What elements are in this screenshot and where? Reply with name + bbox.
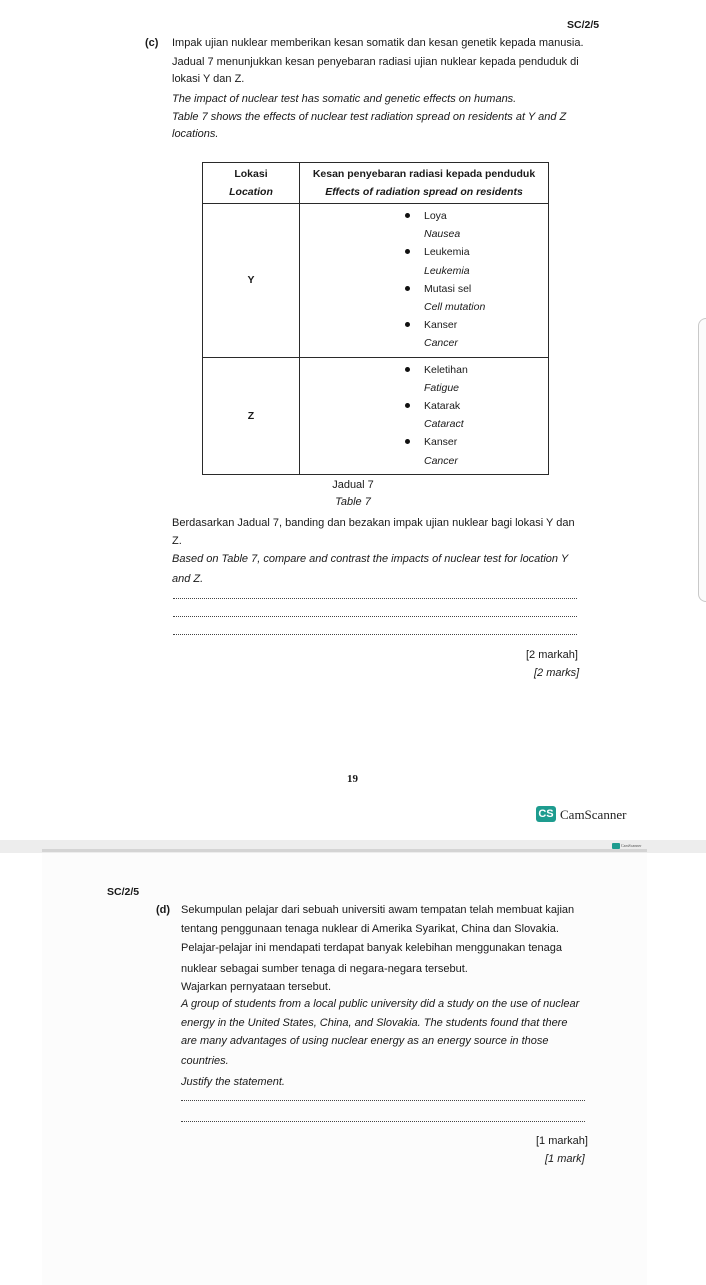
table-caption-ms: Jadual 7 — [332, 479, 374, 491]
answer-line[interactable] — [173, 598, 577, 599]
answer-line[interactable] — [173, 634, 577, 635]
effect-item: Katarak Cataract — [300, 397, 548, 433]
effect-item: Leukemia Leukemia — [300, 243, 548, 279]
bullet-icon — [405, 286, 410, 291]
intro-ms-line-3: lokasi Y dan Z. — [172, 73, 245, 85]
intro-en-line-2: Table 7 shows the effects of nuclear test radiation spread on residents at Y and Z — [172, 111, 567, 123]
bullet-icon — [405, 403, 410, 408]
intro-ms-line-1: Impak ujian nuklear memberikan kesan somatik dan kesan genetik kepada manusia. — [172, 37, 584, 49]
location-cell: Y — [203, 204, 300, 358]
paper-code: SC/2/5 — [567, 19, 600, 31]
d-en-line-4: countries. — [181, 1055, 229, 1067]
effects-cell — [300, 357, 549, 474]
question-en-line-2: and Z. — [172, 573, 204, 585]
bullet-icon — [405, 439, 410, 444]
table-header-row — [203, 163, 549, 204]
camscanner-watermark: CamScanner — [560, 807, 627, 822]
marks-ms-2: [1 markah] — [536, 1135, 588, 1147]
camscanner-small-logo-icon — [612, 843, 620, 849]
table-row — [203, 357, 549, 474]
d-en-line-5: Justify the statement. — [181, 1076, 285, 1088]
d-ms-line-2: tentang penggunaan tenaga nuklear di Amerika Syarikat, China dan Slovakia. — [181, 923, 559, 935]
question-ms-line-2: Z. — [172, 535, 182, 547]
scrollbar-handle[interactable] — [698, 318, 706, 602]
location-header-en: Location — [229, 186, 273, 198]
question-ms-line-1: Berdasarkan Jadual 7, banding dan bezakan impak ujian nuklear bagi lokasi Y dan — [172, 517, 575, 529]
camscanner-small-watermark: CamScanner — [621, 843, 642, 848]
answer-line[interactable] — [181, 1100, 585, 1101]
bullet-icon — [405, 367, 410, 372]
location-header — [203, 163, 300, 204]
marks-en: [2 marks] — [534, 667, 580, 679]
effects-header-ms: Kesan penyebaran radiasi kepada penduduk — [312, 168, 536, 180]
question-en-line-1: Based on Table 7, compare and contrast the impacts of nuclear test for location Y — [172, 553, 569, 565]
effects-cell — [300, 204, 549, 358]
effect-item: Kanser Cancer — [300, 316, 548, 352]
camscanner-logo-icon: CS — [536, 806, 556, 822]
marks-ms: [2 markah] — [526, 649, 578, 661]
exam-page-20 — [42, 853, 647, 1285]
page-separator — [42, 849, 647, 852]
d-en-line-2: energy in the United States, China, and Slovakia. The students found that there — [181, 1017, 568, 1029]
question-part-d: (d) — [156, 904, 171, 916]
intro-ms-line-2: Jadual 7 menunjukkan kesan penyebaran radiasi ujian nuklear kepada penduduk di — [172, 56, 579, 68]
answer-line[interactable] — [173, 616, 577, 617]
bullet-icon — [405, 213, 410, 218]
effects-header-en: Effects of radiation spread on residents — [325, 186, 523, 198]
paper-code-2: SC/2/5 — [107, 886, 140, 898]
effects-header — [300, 163, 549, 204]
bullet-icon — [405, 249, 410, 254]
bullet-icon — [405, 322, 410, 327]
location-cell: Z — [203, 357, 300, 474]
intro-en-line-3: locations. — [172, 128, 219, 140]
question-part-c: (c) — [145, 37, 159, 49]
effect-item: Mutasi sel Cell mutation — [300, 280, 548, 316]
table-caption-en: Table 7 — [335, 496, 371, 508]
d-ms-line-5: Wajarkan pernyataan tersebut. — [181, 981, 332, 993]
effects-table — [202, 162, 549, 475]
intro-en-line-1: The impact of nuclear test has somatic and genetic effects on humans. — [172, 93, 517, 105]
marks-en-2: [1 mark] — [545, 1153, 585, 1165]
table-row — [203, 204, 549, 358]
effect-item: Keletihan Fatigue — [300, 361, 548, 397]
d-ms-line-1: Sekumpulan pelajar dari sebuah universiti awam tempatan telah membuat kajian — [181, 904, 575, 916]
effect-item: Kanser Cancer — [300, 433, 548, 469]
d-ms-line-4: nuklear sebagai sumber tenaga di negara-negara tersebut. — [181, 963, 468, 975]
d-en-line-3: are many advantages of using nuclear energy as an energy source in those — [181, 1035, 549, 1047]
d-ms-line-3: Pelajar-pelajar ini mendapati terdapat banyak kelebihan menggunakan tenaga — [181, 942, 562, 954]
answer-line[interactable] — [181, 1121, 585, 1122]
page-number: 19 — [347, 773, 358, 785]
d-en-line-1: A group of students from a local public university did a study on the use of nuclear — [181, 998, 580, 1010]
location-header-ms: Lokasi — [234, 168, 268, 180]
effect-item: Loya Nausea — [300, 207, 548, 243]
